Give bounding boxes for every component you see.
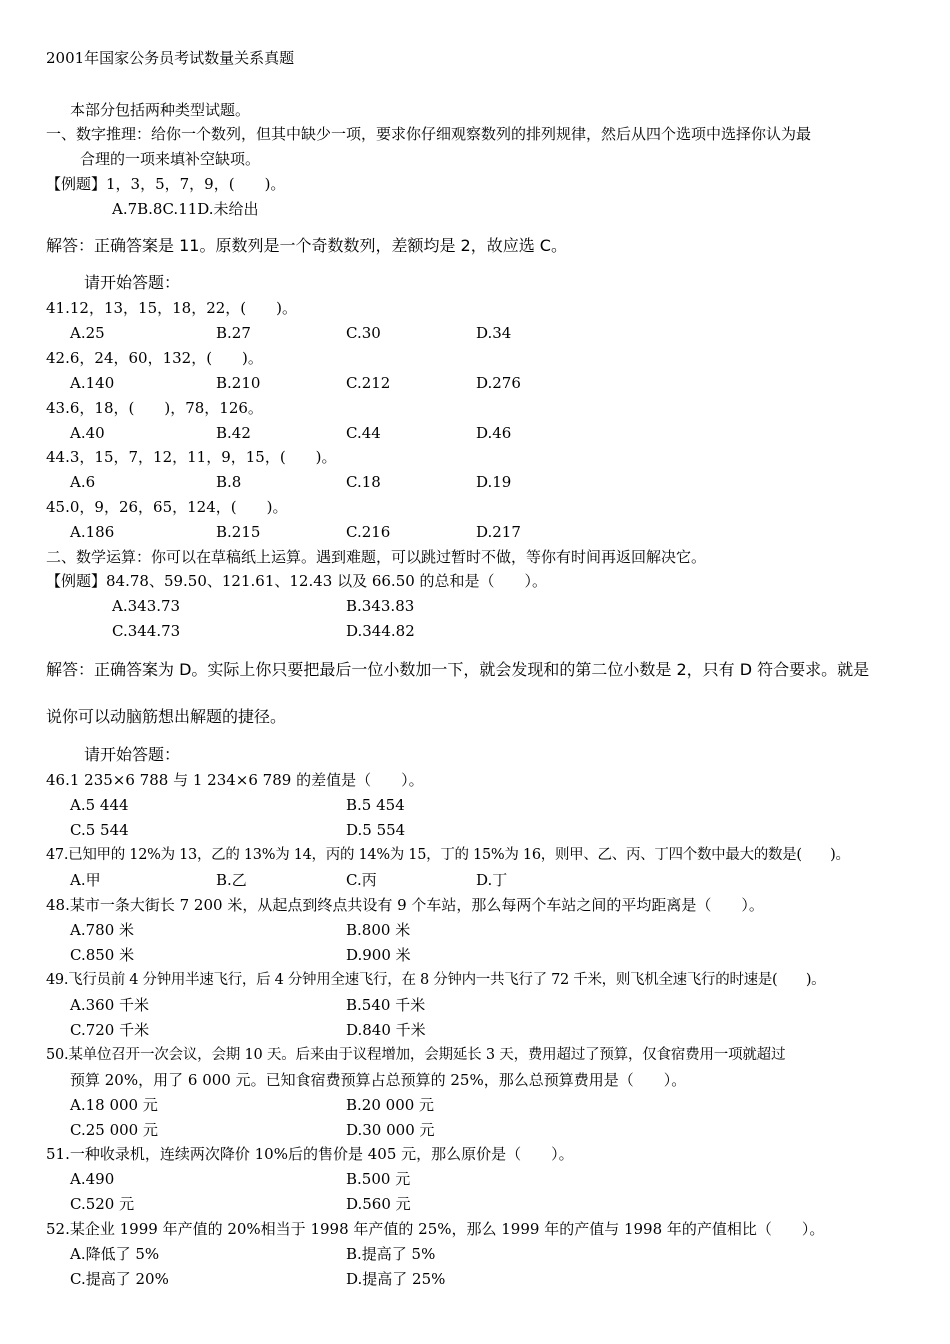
option-c: C.25 000 元 [70, 1121, 158, 1139]
option-d: D.34 [476, 324, 512, 342]
option-b: B.提高了 5% [346, 1245, 436, 1263]
option-b: B.800 米 [346, 921, 411, 939]
section1-heading-line2: 合理的一项来填补空缺项。 [80, 150, 261, 168]
option-a: A.25 [70, 324, 105, 342]
option-d: D.30 000 元 [346, 1121, 435, 1139]
option-b: B.42 [216, 424, 251, 442]
question-41: 41.12，13，15，18，22，( )。 [46, 299, 297, 317]
option-c: C.520 元 [70, 1195, 135, 1213]
option-d: D.900 米 [346, 946, 411, 964]
example2-options-row2 [0, 621, 950, 641]
option-d: D.840 千米 [346, 1021, 426, 1039]
option-c: C.850 米 [70, 946, 135, 964]
example2-question: 【例题】84.78、59.50、121.61、12.43 以及 66.50 的总和是（ ）。 [46, 572, 548, 590]
option-c: C.212 [346, 374, 391, 392]
question-50-line2: 预算 20%，用了 6 000 元。已知食宿费预算占总预算的 25%，那么总预算费用是（ ）。 [70, 1071, 687, 1089]
question-42: 42.6，24，60，132，( )。 [46, 349, 263, 367]
option-d: D.46 [476, 424, 512, 442]
option-a: A.186 [70, 523, 115, 541]
question-49-options-row1 [0, 995, 950, 1015]
option-b: B.8 [216, 473, 242, 491]
option-a: A.40 [70, 424, 105, 442]
option-b: B.343.83 [346, 597, 415, 615]
question-48: 48.某市一条大街长 7 200 米，从起点到终点共设有 9 个车站，那么每两个车站之间的平均距离是（ ）。 [46, 896, 764, 914]
start-prompt: 请开始答题： [84, 273, 181, 292]
option-c: C.5 544 [70, 821, 129, 839]
document-title: 2001年国家公务员考试数量关系真题 [46, 49, 295, 67]
option-d: D.560 元 [346, 1195, 411, 1213]
question-51-options-row2 [0, 1194, 950, 1214]
question-47: 47.已知甲的 12%为 13，乙的 13%为 14，丙的 14%为 15，丁的 15%为 16，则甲、乙、丙、丁四个数中最大的数是( )。 [46, 847, 850, 863]
option-d: D.丁 [476, 871, 508, 889]
example2-answer-line2: 说你可以动脑筋想出解题的捷径。 [46, 707, 287, 726]
option-d: D.19 [476, 473, 512, 491]
question-50-line1: 50.某单位召开一次会议，会期 10 天。后来由于议程增加，会期延长 3 天，费用超过了预算，仅食宿费用一项就超过 [46, 1047, 786, 1063]
question-43: 43.6，18，( )，78，126。 [46, 399, 263, 417]
question-44: 44.3，15，7，12，11，9，15，( )。 [46, 448, 337, 466]
question-51-options-row1 [0, 1169, 950, 1189]
question-48-options-row2 [0, 945, 950, 965]
question-50-options-row2 [0, 1120, 950, 1140]
option-c: C.216 [346, 523, 391, 541]
example2-answer-line1: 解答：正确答案为 D。实际上你只要把最后一位小数加一下，就会发现和的第二位小数是 2，只有 D 符合要求。就是 [46, 660, 870, 679]
option-b: B.27 [216, 324, 251, 342]
example-question: 【例题】1，3，5，7，9，( )。 [46, 175, 286, 193]
option-d: D.提高了 25% [346, 1270, 446, 1288]
section1-heading-line1: 一、数字推理：给你一个数列，但其中缺少一项，要求你仔细观察数列的排列规律，然后从四个选项中选择你认为最 [46, 125, 812, 143]
question-51: 51.一种收录机，连续两次降价 10%后的售价是 405 元，那么原价是（ ）。 [46, 1145, 574, 1163]
example-answer: 解答：正确答案是 11。原数列是一个奇数数列，差额均是 2，故应选 C。 [46, 236, 567, 255]
option-a: A.甲 [70, 871, 101, 889]
question-46-options-row1 [0, 795, 950, 815]
question-42-options [0, 373, 950, 393]
question-46-options-row2 [0, 820, 950, 840]
question-44-options [0, 472, 950, 492]
option-a: A.140 [70, 374, 115, 392]
option-c: C.18 [346, 473, 381, 491]
option-a: A.780 米 [70, 921, 134, 939]
option-a: A.6 [70, 473, 96, 491]
question-46: 46.1 235×6 788 与 1 234×6 789 的差值是（ ）。 [46, 771, 424, 789]
option-a: A.5 444 [70, 796, 129, 814]
option-b: B.540 千米 [346, 996, 426, 1014]
question-52-options-row2 [0, 1269, 950, 1289]
option-a: A.降低了 5% [70, 1245, 160, 1263]
question-47-options [0, 870, 950, 890]
option-a: A.18 000 元 [70, 1096, 158, 1114]
question-43-options [0, 423, 950, 443]
option-c: C.344.73 [112, 622, 181, 640]
question-41-options [0, 323, 950, 343]
intro-text: 本部分包括两种类型试题。 [70, 101, 251, 119]
question-48-options-row1 [0, 920, 950, 940]
example-options: A.7B.8C.11D.未给出 [112, 200, 259, 218]
option-b: B.500 元 [346, 1170, 411, 1188]
question-52: 52.某企业 1999 年产值的 20%相当于 1998 年产值的 25%，那么 1999 年的产值与 1998 年的产值相比（ ）。 [46, 1220, 825, 1238]
option-a: A.360 千米 [70, 996, 149, 1014]
option-d: D.344.82 [346, 622, 415, 640]
option-b: B.210 [216, 374, 261, 392]
question-52-options-row1 [0, 1244, 950, 1264]
option-b: B.5 454 [346, 796, 405, 814]
option-b: B.20 000 元 [346, 1096, 435, 1114]
question-49-options-row2 [0, 1020, 950, 1040]
question-45: 45.0，9，26，65，124，( )。 [46, 498, 288, 516]
question-45-options [0, 522, 950, 542]
option-c: C.44 [346, 424, 381, 442]
option-c: C.720 千米 [70, 1021, 150, 1039]
option-b: B.乙 [216, 871, 247, 889]
option-c: C.丙 [346, 871, 377, 889]
question-49: 49.飞行员前 4 分钟用半速飞行，后 4 分钟用全速飞行，在 8 分钟内一共飞行了 72 千米，则飞机全速飞行的时速是( )。 [46, 972, 826, 988]
option-d: D.276 [476, 374, 521, 392]
option-d: D.5 554 [346, 821, 406, 839]
section2-heading: 二、数学运算：你可以在草稿纸上运算。遇到难题，可以跳过暂时不做，等你有时间再返回解决它。 [46, 548, 707, 566]
start-prompt-2: 请开始答题： [84, 745, 181, 764]
question-50-options-row1 [0, 1095, 950, 1115]
option-a: A.490 [70, 1170, 115, 1188]
option-c: C.30 [346, 324, 381, 342]
option-a: A.343.73 [112, 597, 181, 615]
option-b: B.215 [216, 523, 261, 541]
example2-options-row1 [0, 596, 950, 616]
option-d: D.217 [476, 523, 521, 541]
option-c: C.提高了 20% [70, 1270, 169, 1288]
